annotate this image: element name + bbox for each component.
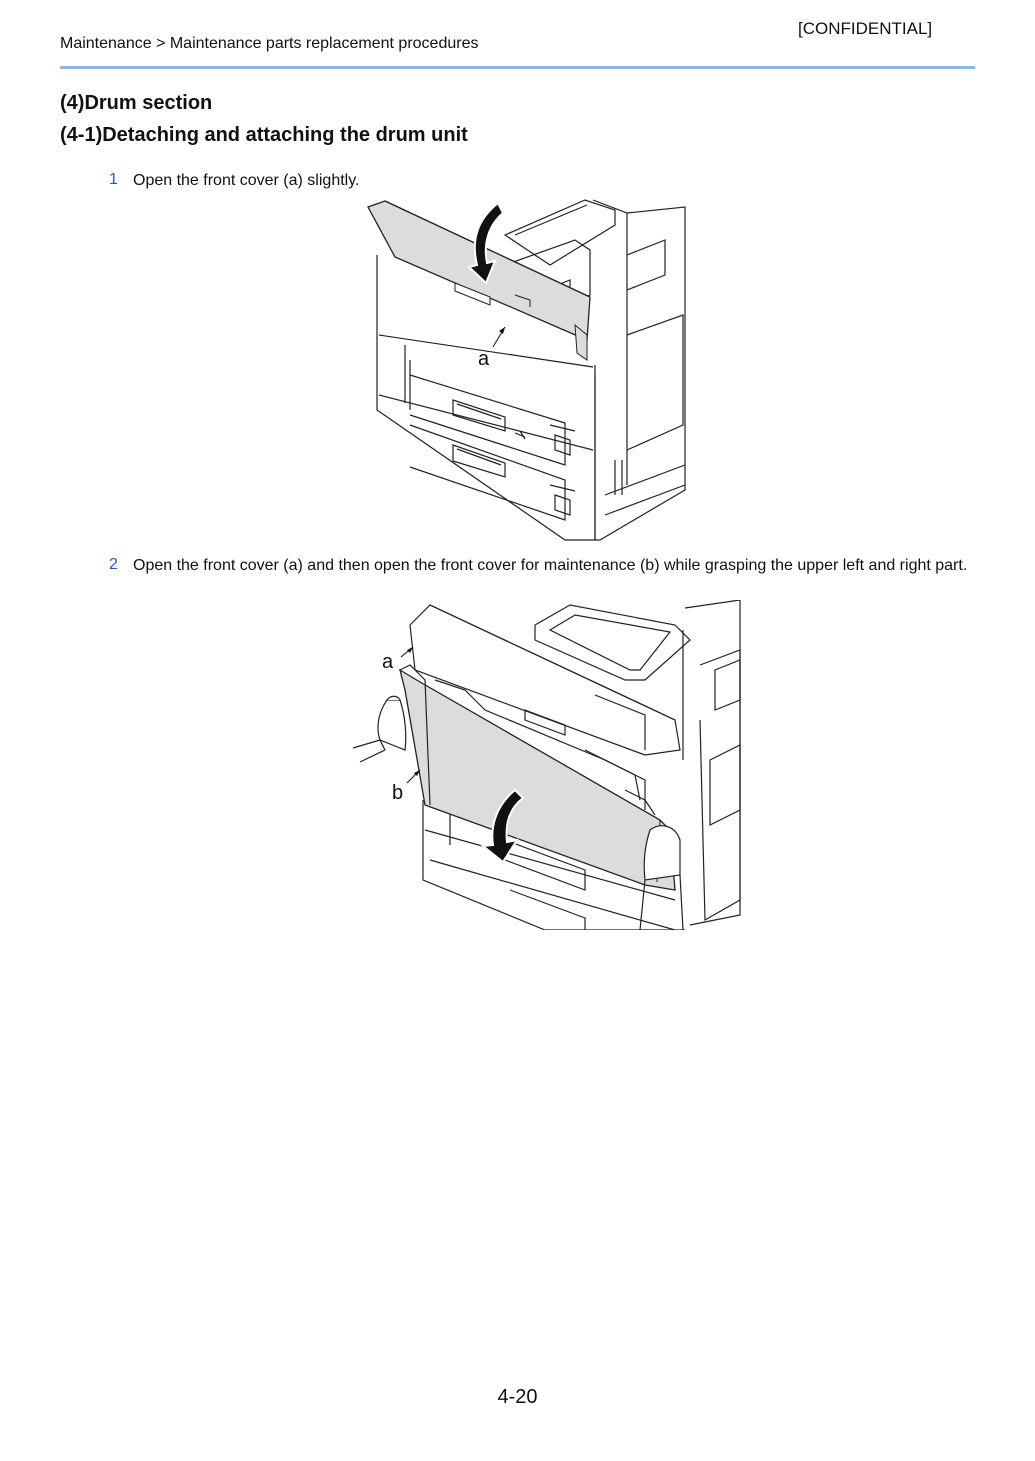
page-number: 4-20: [497, 1386, 538, 1408]
step-2-number: 2: [109, 556, 118, 573]
figure-front-cover-slightly-open: [365, 195, 690, 545]
breadcrumb: Maintenance > Maintenance parts replacement procedures: [60, 35, 479, 52]
section-title: (4)Drum section: [60, 92, 213, 114]
step-2-text: Open the front cover (a) and then open the front cover for maintenance (b) while grasping the upper left and right part.: [133, 557, 968, 574]
figure-maintenance-cover-open: [345, 600, 745, 930]
confidential-label: [CONFIDENTIAL]: [798, 19, 933, 38]
figure-1-label-a: a: [478, 348, 490, 370]
step-1-text: Open the front cover (a) slightly.: [133, 172, 360, 189]
step-1-number: 1: [109, 171, 118, 188]
figure-2-label-b: b: [392, 782, 404, 804]
subsection-title: (4-1)Detaching and attaching the drum unit: [60, 124, 468, 146]
figure-2-label-a: a: [382, 651, 394, 673]
header-divider: [60, 66, 975, 69]
